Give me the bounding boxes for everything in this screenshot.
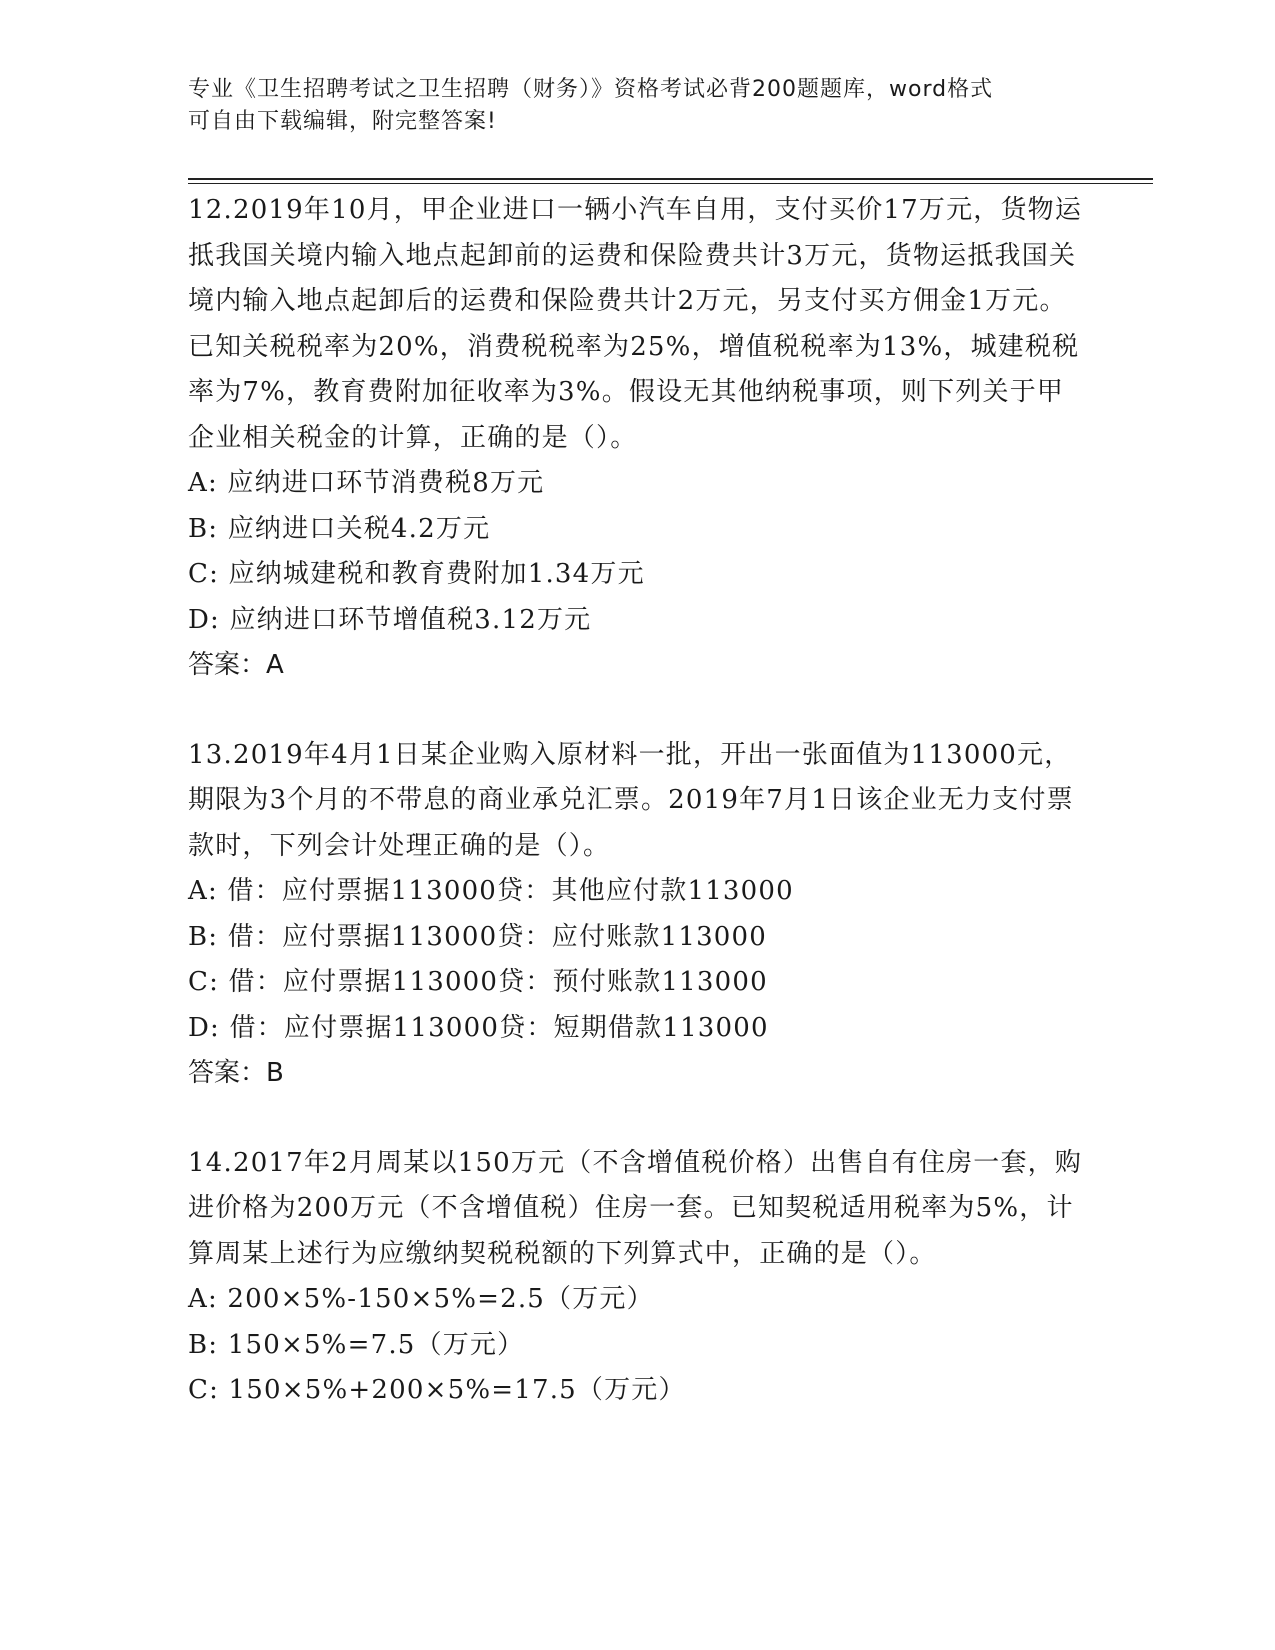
- question-13: [188, 733, 1088, 1097]
- option-b: B: 应纳进口关税4.2万元: [188, 513, 491, 544]
- option-b: B: 150×5%=7.5（万元）: [188, 1329, 525, 1360]
- option-c: C: 应纳城建税和教育费附加1.34万元: [188, 559, 645, 589]
- question-12: [188, 188, 1088, 689]
- document-header: [188, 74, 1088, 138]
- question-14: [188, 1141, 1088, 1414]
- option-c: C: 借：应付票据113000贷：预付账款113000: [188, 967, 768, 997]
- answer-line: 答案：B: [188, 1058, 284, 1088]
- question-list: [188, 188, 1088, 1414]
- header-divider-thin: [188, 183, 1153, 184]
- header-line-2: 可自由下载编辑，附完整答案!: [188, 109, 497, 134]
- option-b: B: 借：应付票据113000贷：应付账款113000: [188, 921, 768, 952]
- option-d: D: 借：应付票据113000贷：短期借款113000: [188, 1012, 769, 1043]
- option-a: A: 借：应付票据113000贷：其他应付款113000: [188, 876, 794, 906]
- header-divider-thick: [188, 178, 1153, 180]
- question-spacer: [188, 1097, 1088, 1141]
- question-spacer: [188, 689, 1088, 733]
- option-c: C: 150×5%+200×5%=17.5（万元）: [188, 1375, 686, 1405]
- option-d: D: 应纳进口环节增值税3.12万元: [188, 604, 592, 635]
- header-line-1: 专业《卫生招聘考试之卫生招聘（财务）》资格考试必背200题题库，word格式: [188, 77, 994, 102]
- question-text: 14.2017年2月周某以150万元（不含增值税价格）出售自有住房一套，购进价格为200万元（不含增值税）住房一套。已知契税适用税率为5%，计算周某上述行为应缴纳契税税额的下列算式中，正确的是（）。: [188, 1147, 1083, 1269]
- question-text: 12.2019年10月，甲企业进口一辆小汽车自用，支付买价17万元，货物运抵我国关境内输入地点起卸前的运费和保险费共计3万元，货物运抵我国关境内输入地点起卸后的运费和保险费共计2万元，另支付买方佣金1万元。已知关税税率为20%，消费税税率为25%，增值税税率为13%，城建税税率为7%，教育费附加征收率为3%。假设无其他纳税事项，则下列关于甲企业相关税金的计算，正确的是（）。: [188, 195, 1083, 453]
- option-a: A: 200×5%-150×5%=2.5（万元）: [188, 1284, 654, 1314]
- question-text: 13.2019年4月1日某企业购入原材料一批，开出一张面值为113000元，期限为3个月的不带息的商业承兑汇票。2019年7月1日该企业无力支付票款时，下列会计处理正确的是（）。: [188, 739, 1074, 861]
- answer-line: 答案：A: [188, 650, 284, 680]
- option-a: A: 应纳进口环节消费税8万元: [188, 468, 545, 498]
